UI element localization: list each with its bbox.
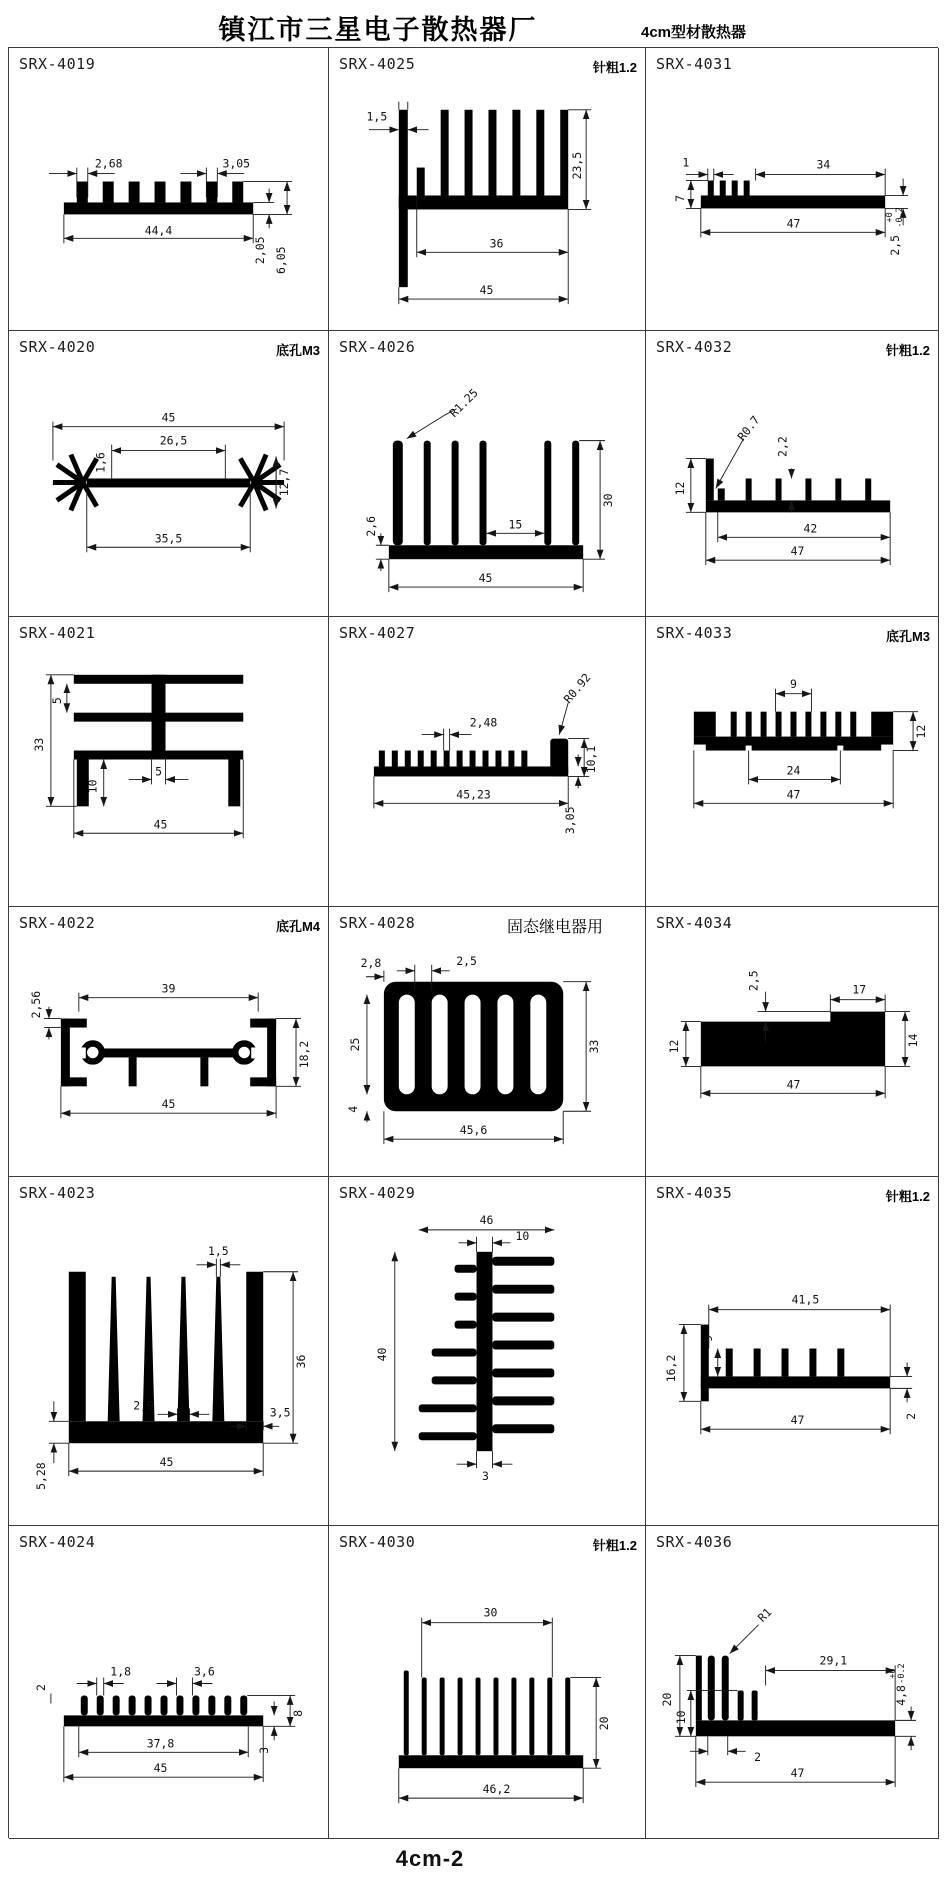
dim-label: 12,7 [277, 468, 292, 497]
dim-label: 41,5 [791, 1292, 820, 1307]
dim-label: 3,05 [563, 806, 578, 835]
dim-label: 47 [786, 216, 801, 231]
heatsink-profile [696, 1653, 898, 1737]
dim-label: 42 [803, 521, 818, 536]
catalog-cell [9, 331, 329, 617]
catalog-cell [329, 1177, 646, 1526]
catalog-cell [646, 1177, 939, 1526]
heatsink-profile [64, 1695, 263, 1726]
heatsink-drawing-srx-4028 [329, 907, 645, 1176]
heatsink-drawing-srx-4035 [646, 1177, 938, 1525]
dim-label: 45 [478, 571, 493, 586]
dim-label: 10 [515, 1228, 530, 1243]
heatsink-drawing-srx-4034 [646, 907, 938, 1176]
dim-label: 39 [161, 981, 176, 996]
dim-label: 20 [597, 1716, 612, 1731]
spec-note: 针粗1.2 [885, 1189, 930, 1204]
clip-ring [235, 1043, 253, 1061]
dim-label: 33 [31, 737, 46, 752]
dim-label: 29,1 [819, 1653, 848, 1668]
heatsink-drawing-srx-4029 [329, 1177, 645, 1525]
heatsink-drawing-srx-4031 [646, 48, 938, 330]
dim-label: 9 [790, 676, 797, 691]
model-number: SRX-4028 [339, 914, 416, 932]
model-number: SRX-4036 [656, 1533, 733, 1551]
heatsink-profile [61, 1019, 276, 1087]
dim-label: 7 [672, 195, 687, 202]
dim-label: 40 [374, 1347, 389, 1362]
tolerance-label: +0 [884, 212, 895, 223]
model-number: SRX-4035 [656, 1184, 733, 1202]
heatsink-drawing-srx-4027 [329, 617, 645, 906]
heatsink-profile [87, 478, 250, 487]
dim-label: 2 [754, 1750, 762, 1765]
dim-label: 10,1 [584, 745, 599, 774]
dim-label: 12 [672, 481, 687, 496]
dim-label: 2,56 [28, 990, 43, 1019]
tolerance-label: -0.2 [896, 1663, 907, 1684]
heatsink-profile [701, 1325, 890, 1402]
model-number: SRX-4030 [339, 1533, 416, 1551]
dimension-lines [376, 409, 605, 592]
heatsink-profile [64, 182, 253, 215]
dim-label: 1,6 [93, 452, 108, 473]
dim-label: 6,05 [274, 246, 289, 275]
heatsink-profile [69, 1272, 263, 1443]
dim-label: 5,28 [33, 1462, 48, 1490]
dim-label: 45 [479, 283, 494, 298]
heatsink-drawing-srx-4026 [329, 331, 645, 616]
dim-label: 1,8 [110, 1664, 131, 1679]
model-number: SRX-4022 [19, 914, 96, 932]
catalog-cell [646, 1526, 939, 1839]
dim-label: 2 [33, 1684, 48, 1691]
dim-label: 2,8 [360, 955, 382, 970]
dim-label: 17 [852, 982, 867, 997]
model-number: SRX-4019 [19, 55, 96, 73]
clip-gap [77, 1047, 86, 1058]
heatsink-drawing-srx-4032 [646, 331, 938, 616]
dim-label: 36 [489, 236, 504, 251]
spec-note: 底孔M3 [275, 343, 320, 358]
dim-label: R1 [754, 1605, 775, 1625]
dim-label: 4 [345, 1105, 360, 1113]
spec-note: 针粗1.2 [885, 343, 930, 358]
tolerance-label: +0 [887, 1668, 898, 1679]
model-number: SRX-4032 [656, 338, 733, 356]
heatsink-profile [701, 1012, 885, 1067]
dim-label: 33 [587, 1039, 602, 1054]
dim-label: 36 [294, 1354, 309, 1369]
catalog-cell [646, 331, 939, 617]
dim-label: R0.92 [560, 670, 594, 706]
factory-title: 镇江市三星电子散热器厂 [218, 15, 538, 45]
model-number: SRX-4023 [19, 1184, 96, 1202]
heatsink-profile [706, 459, 890, 513]
dim-label: 5 [155, 764, 162, 779]
dim-label: 44,4 [144, 223, 173, 238]
dim-label: 46,2 [482, 1782, 511, 1797]
dim-label: 1 [682, 155, 690, 170]
heatsink-drawing-srx-4019 [9, 48, 328, 330]
dim-label: 24 [786, 763, 801, 778]
page-label: 4cm-2 [395, 1846, 465, 1871]
dim-label: 9 [700, 1335, 715, 1342]
spec-note: 底孔M4 [275, 919, 320, 934]
dim-label: R0.7 [734, 413, 763, 444]
dim-label: 3 [257, 1746, 272, 1754]
dim-label: 10 [673, 1710, 688, 1725]
dim-label: 10 [85, 779, 100, 794]
dim-label: 47 [786, 1077, 801, 1092]
catalog-cell [646, 617, 939, 907]
dim-label: 12 [666, 1039, 681, 1054]
dim-label: 23,5 [570, 151, 585, 180]
model-number: SRX-4034 [656, 914, 733, 932]
model-number: SRX-4033 [656, 624, 733, 642]
heatsink-profile [419, 1252, 555, 1451]
heatsink-profile [399, 110, 568, 287]
heatsink-drawing-srx-4020 [9, 331, 328, 616]
catalog-cell [646, 48, 939, 331]
dim-label: 25 [347, 1037, 362, 1052]
dim-label: 12 [914, 724, 929, 739]
model-number: SRX-4026 [339, 338, 416, 356]
series-label: 4cm型材散热器 [641, 24, 747, 41]
dim-label: 2,05 [253, 236, 268, 265]
catalog-cell [9, 1526, 329, 1839]
dim-label: 45 [161, 1097, 176, 1112]
dim-label: 35,5 [154, 531, 183, 546]
dim-label: 47 [790, 544, 805, 559]
catalog-cell [329, 1526, 646, 1839]
dim-label: R1.25 [446, 385, 481, 421]
dim-label: 1,5 [208, 1243, 229, 1258]
spec-note: 固态继电器用 [506, 919, 603, 936]
catalog-cell [646, 907, 939, 1177]
heatsink-drawing-srx-4021 [9, 617, 328, 906]
dim-label: 2,2 [775, 436, 790, 457]
catalog-cell [9, 617, 329, 907]
dim-label: 34 [816, 157, 831, 172]
heatsink-profile [694, 712, 893, 751]
spec-note: 针粗1.2 [592, 60, 637, 75]
dim-label: 5 [49, 697, 64, 705]
dim-label: 45 [159, 1455, 174, 1470]
dim-label: 2,48 [469, 715, 498, 730]
dim-label: 8 [291, 1709, 306, 1717]
dim-label: 45,23 [456, 787, 491, 802]
model-number: SRX-4025 [339, 55, 416, 73]
heatsink-profile [389, 441, 583, 560]
dim-label: 2,68 [94, 156, 123, 171]
dim-label: 46 [479, 1212, 494, 1227]
heatsink-drawing-srx-4030 [329, 1526, 645, 1838]
dim-label: 2,5 [888, 234, 903, 256]
dim-label: 3,05 [222, 156, 251, 171]
dim-label: 15 [508, 517, 523, 532]
clip-ring [84, 1043, 102, 1061]
dim-label: 37,8 [146, 1736, 175, 1751]
spec-note: 底孔M3 [885, 629, 930, 644]
clip-gap [251, 1047, 260, 1058]
dim-label: 2,9 [133, 1398, 154, 1413]
catalog-table [8, 47, 938, 1838]
model-number: SRX-4024 [19, 1533, 96, 1551]
model-number: SRX-4031 [656, 55, 733, 73]
dim-label: 18,2 [296, 1040, 311, 1069]
dim-label: 45,6 [459, 1123, 488, 1138]
dim-label: 14 [906, 1033, 921, 1048]
dim-label: 3 [482, 1469, 489, 1484]
heatsink-drawing-srx-4023 [9, 1177, 328, 1525]
model-number: SRX-4027 [339, 624, 416, 642]
heatsink-drawing-srx-4022 [9, 907, 328, 1176]
model-number: SRX-4020 [19, 338, 96, 356]
spec-note: 针粗1.2 [592, 1538, 637, 1553]
dimension-lines [399, 1618, 601, 1803]
dim-label: 47 [790, 1766, 805, 1781]
dim-label: 4,8 [894, 1685, 909, 1706]
dim-label: 16,2 [663, 1354, 678, 1383]
heatsink-drawing-srx-4024 [9, 1526, 328, 1838]
heatsink-drawing-srx-4036 [646, 1526, 938, 1838]
catalog-cell [329, 331, 646, 617]
dim-label: 47 [786, 787, 801, 802]
dim-label: 30 [483, 1605, 498, 1620]
model-number: SRX-4029 [339, 1184, 416, 1202]
dim-label: 1,5 [366, 109, 388, 124]
dim-label: 30 [601, 493, 616, 508]
dim-label: 2,5 [456, 953, 477, 968]
catalog-cell [9, 1177, 329, 1526]
heatsink-drawing-srx-4033 [646, 617, 938, 906]
dim-label: 2 [904, 1412, 919, 1420]
dim-label: 47 [790, 1413, 805, 1428]
catalog-cell [9, 907, 329, 1177]
heatsink-profile [374, 739, 568, 777]
catalog-cell [329, 907, 646, 1177]
heatsink-profile [399, 1671, 583, 1769]
dim-label: 3,6 [194, 1664, 215, 1679]
dim-label: 45 [161, 410, 176, 425]
tolerance-label: -0.2 [894, 207, 905, 228]
dim-label: 2,6 [363, 515, 378, 537]
catalog-cell [329, 617, 646, 907]
catalog-cell [9, 48, 329, 331]
model-number: SRX-4021 [19, 624, 96, 642]
heatsink-drawing-srx-4025 [329, 48, 645, 330]
dim-label: 20 [659, 1692, 674, 1707]
dim-label: 45 [153, 817, 168, 832]
dim-label: 3,5 [269, 1405, 291, 1420]
heatsink-profile [701, 181, 885, 209]
dimension-lines [51, 1678, 295, 1783]
dim-label: 45 [153, 1761, 168, 1776]
dim-label: 26,5 [159, 433, 188, 448]
dim-label: 2,5 [746, 970, 761, 992]
catalog-cell [329, 48, 646, 331]
